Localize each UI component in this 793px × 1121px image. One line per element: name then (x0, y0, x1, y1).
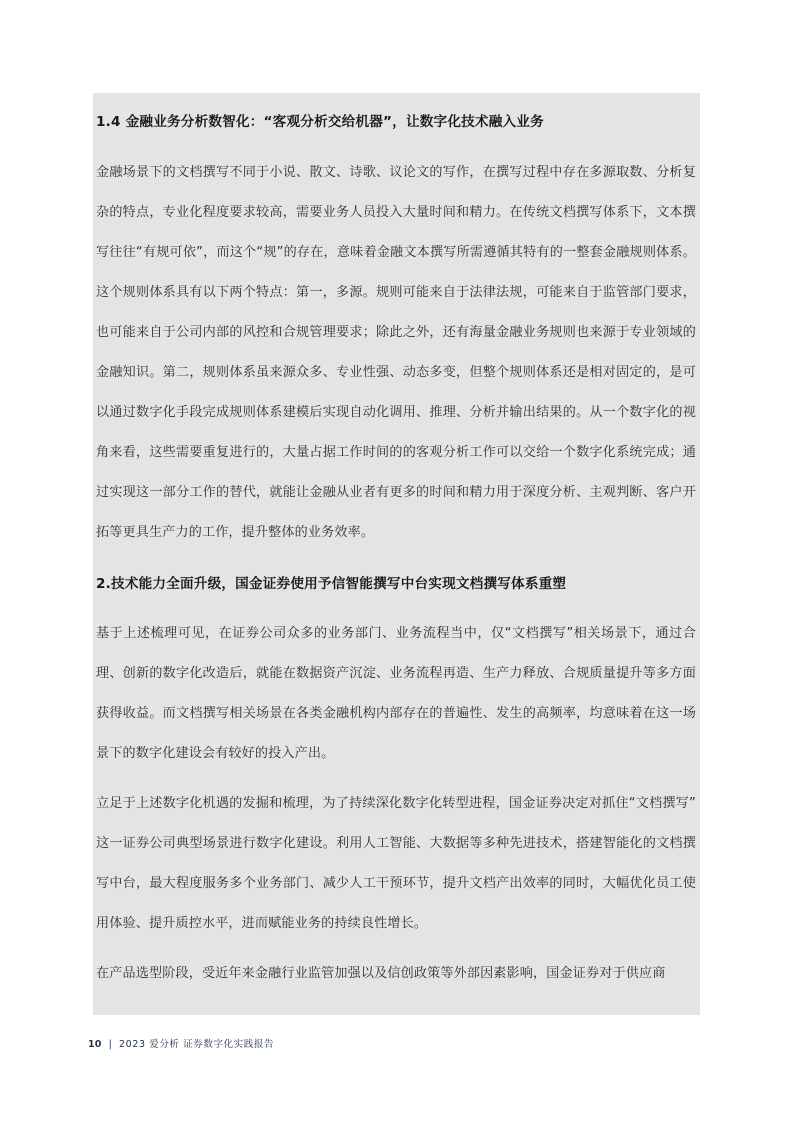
section-heading-2: 2.技术能力全面升级，国金证券使用予信智能撰写中台实现文档撰写体系重塑 (96, 576, 567, 592)
spacer-below-heading-1-4 (96, 132, 696, 153)
paragraph-document-writing-rules: 金融场景下的文档撰写不同于小说、散文、诗歌、议论文的写作，在撰写过程中存在多源取数、分析复杂的特点，专业化程度要求较高，需要业务人员投入大量时间和精力。在传统文档撰写体系下，文本撰写往往“有规可依”，而这个“规”的存在，意味着金融文本撰写所需遵循其特有的一整套金融规则体系。这个规则体系具有以下两个特点：第一，多源。规则可能来自于法律法规，可能来自于监管部门要求，也可能来自于公司内部的风控和合规管理要求；除此之外，还有海量金融业务规则也来源于专业领域的金融知识。第二，规则体系虽来源众多、专业性强、动态多变，但整个规则体系还是相对固定的，是可以通过数字化手段完成规则体系建模后实现自动化调用、推理、分析并输出结果的。从一个数字化的视角来看，这些需要重复进行的，大量占据工作时间的的客观分析工作可以交给一个数字化系统完成；通过实现这一部分工作的替代，就能让金融从业者有更多的时间和精力用于深度分析、主观判断、客户开拓等更具生产力的工作，提升整体的业务效率。 (96, 165, 696, 540)
section-heading-1-4: 1.4 金融业务分析数智化：“客观分析交给机器”，让数字化技术融入业务 (96, 114, 544, 130)
paragraph-writing-platform-construction: 立足于上述数字化机遇的发掘和梳理，为了持续深化数字化转型进程，国金证券决定对抓住“文档撰写”这一证券公司典型场景进行数字化建设。利用人工智能、大数据等多种先进技术，搭建智能化的文档撰写中台，最大程度服务多个业务部门、减少人工干预环节，提升文档产出效率的同时，大幅优化员工使用体验、提升质控水平，进而赋能业务的持续良性增长。 (96, 796, 696, 931)
text-flow (96, 93, 696, 994)
spacer-paragraph-gap-1 (96, 774, 696, 784)
spacer-above-heading-2 (96, 553, 696, 574)
page-footer (88, 1036, 708, 1050)
paragraph-product-selection-stage: 在产品选型阶段，受近年来金融行业监管加强以及信创政策等外部因素影响，国金证券对于供应商 (96, 966, 666, 981)
spacer-above-heading-1-4 (96, 93, 696, 112)
paragraph-digital-transformation-benefits: 基于上述梳理可见，在证券公司众多的业务部门、业务流程当中，仅“文档撰写”相关场景下，通过合理、创新的数字化改造后，就能在数据资产沉淀、业务流程再造、生产力释放、合规质量提升等多方面获得收益。而文档撰写相关场景在各类金融机构内部存在的普遍性、发生的高频率，均意味着在这一场景下的数字化建设会有较好的投入产出。 (96, 626, 696, 761)
footer-document-title: 2023 爱分析 证券数字化实践报告 (119, 1039, 275, 1050)
footer-separator: | (108, 1039, 113, 1050)
footer-page-number: 10 (88, 1039, 102, 1050)
scanned-content-panel (93, 93, 700, 1015)
spacer-below-heading-2 (96, 594, 696, 614)
spacer-paragraph-gap-2 (96, 944, 696, 954)
